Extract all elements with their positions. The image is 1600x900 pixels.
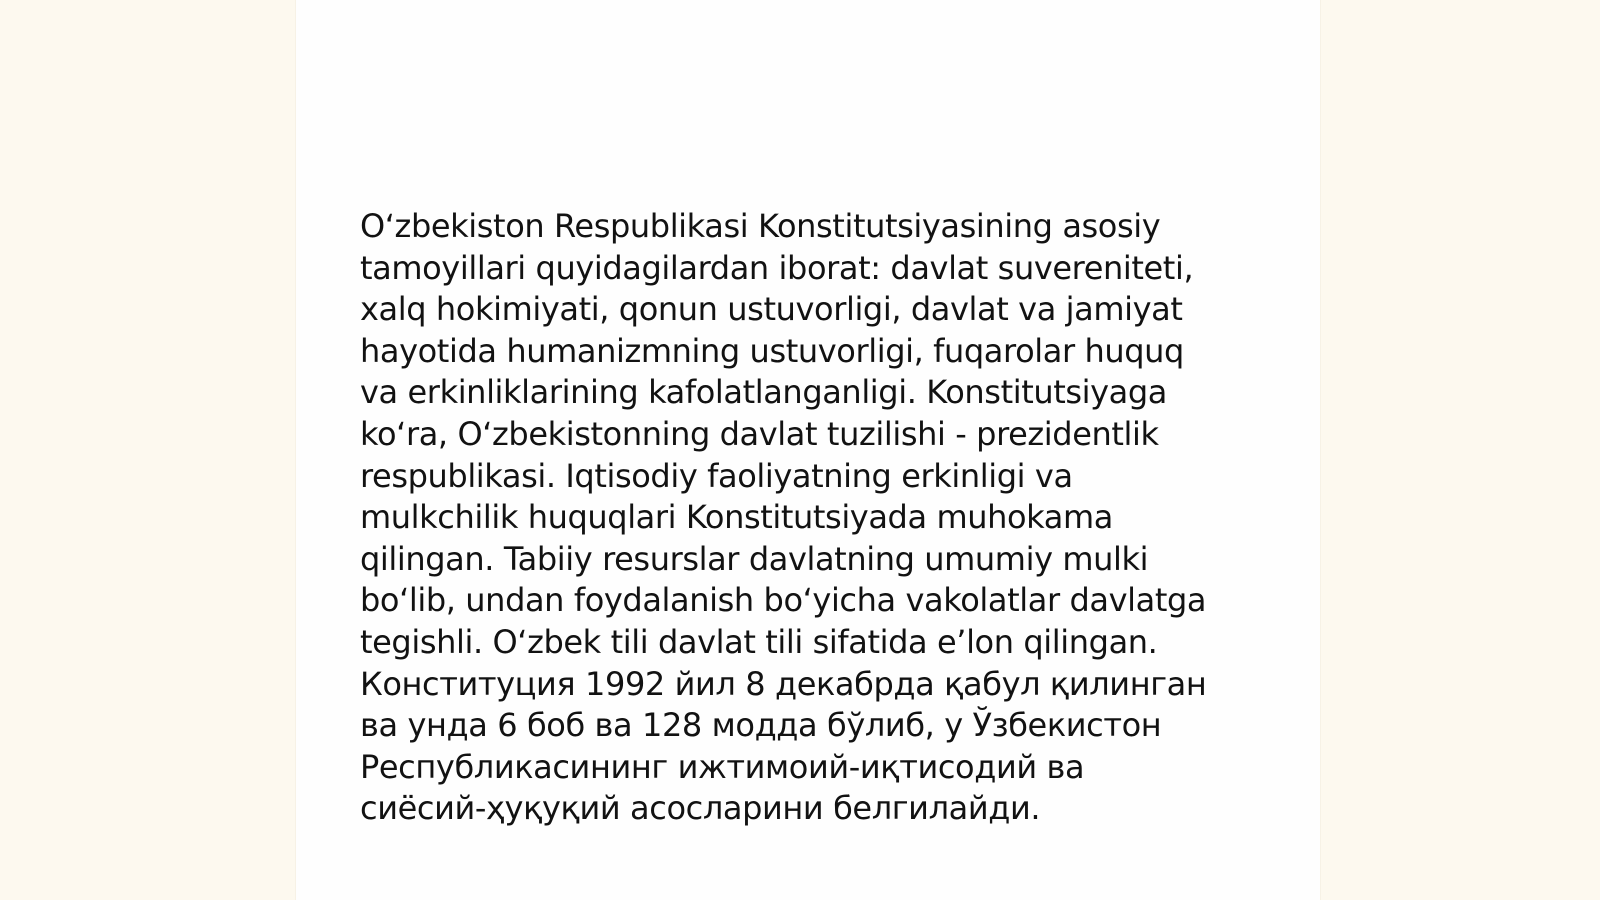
text-line: O‘zbekiston Respublikasi Konstitutsiyasining asosiy	[360, 207, 1161, 245]
text-line: Республикасининг ижтимоий-иқтисодий ва	[360, 747, 1085, 786]
text-line: hayotida humanizmning ustuvorligi, fuqarolar huquq	[360, 331, 1184, 370]
text-line: xalq hokimiyati, qonun ustuvorligi, davlat va jamiyat	[360, 290, 1183, 329]
text-line: Конституция 1992 йил 8 декабрда қабул қилинган	[360, 664, 1207, 703]
slide-body-text	[360, 206, 1250, 830]
text-line: ko‘ra, O‘zbekistonning davlat tuzilishi - prezidentlik	[360, 414, 1159, 453]
text-line: ва унда 6 боб ва 128 модда бўлиб, у Ўзбекистон	[360, 706, 1162, 745]
text-line: tamoyillari quyidagilardan iborat: davlat suvereniteti,	[360, 248, 1194, 287]
text-line: qilingan. Tabiiy resurslar davlatning umumiy mulki	[360, 539, 1149, 578]
text-line: va erkinliklarining kafolatlanganligi. Konstitutsiyaga	[360, 373, 1168, 412]
text-line: bo‘lib, undan foydalanish bo‘yicha vakolatlar davlatga	[360, 581, 1207, 620]
text-line: сиёсий-ҳуқуқий асосларини белгилайди.	[360, 789, 1041, 828]
text-line: respublikasi. Iqtisodiy faoliyatning erkinligi va	[360, 456, 1073, 495]
text-line: mulkchilik huquqlari Konstitutsiyada muhokama	[360, 498, 1113, 537]
text-line: tegishli. O‘zbek tili davlat tili sifatida e’lon qilingan.	[360, 622, 1158, 661]
slide	[296, 0, 1320, 900]
